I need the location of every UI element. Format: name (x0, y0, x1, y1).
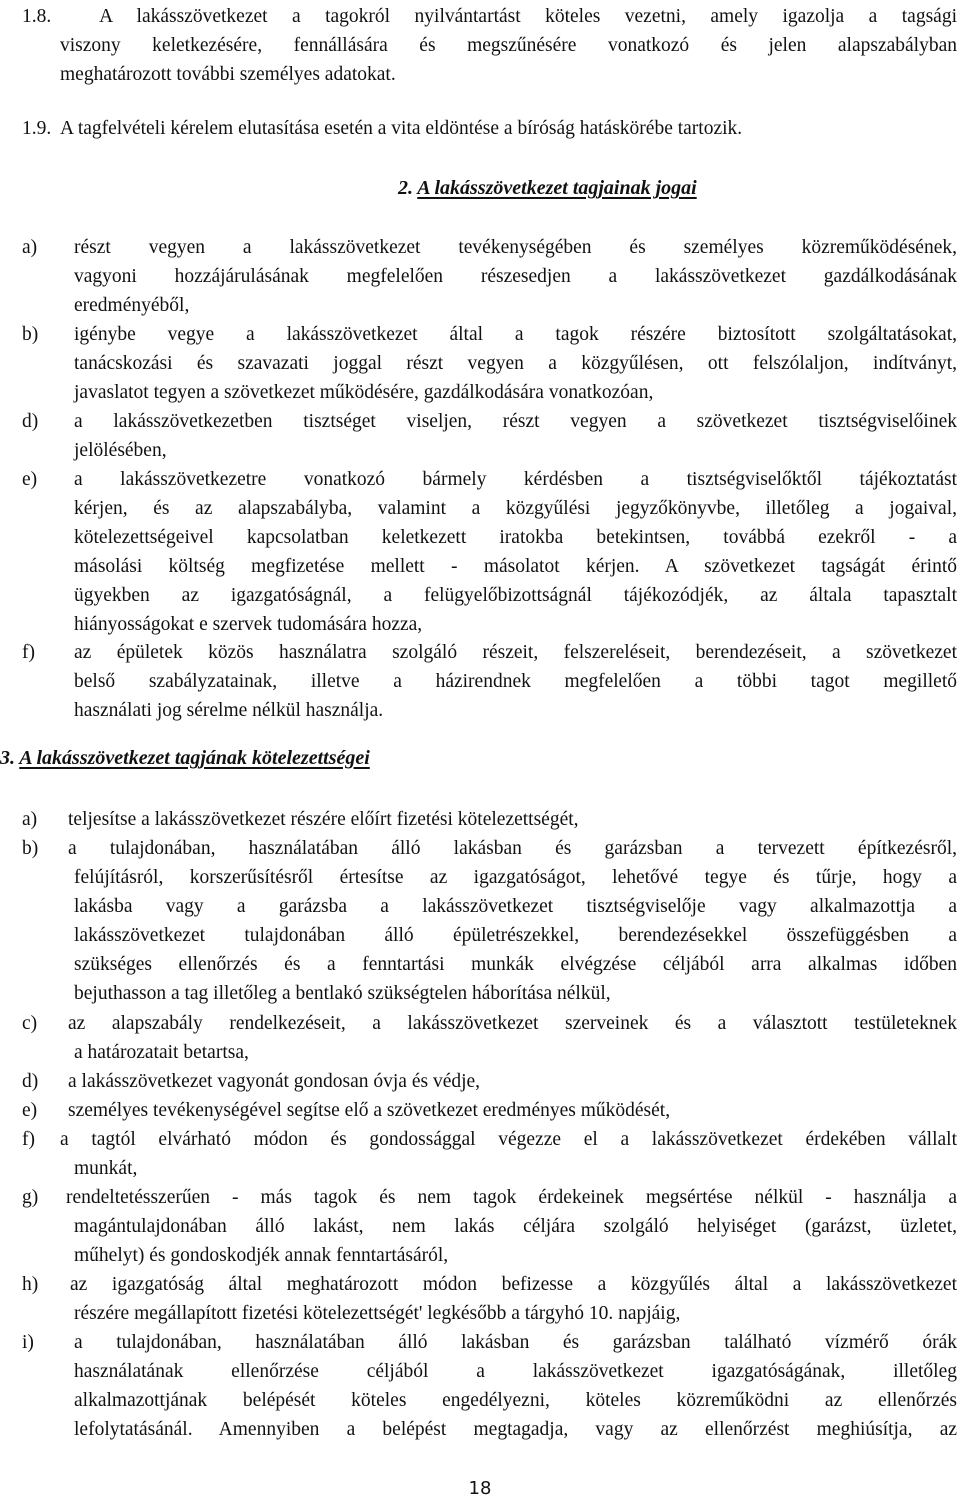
paragraph-line (22, 114, 957, 143)
item-line: magántulajdonában álló lakást, nem lakás céljára szolgáló helyiséget (garázst, üzletet, (74, 1216, 957, 1237)
item-label: g) (22, 1187, 39, 1208)
paragraph-line: meghatározott további személyes adatokat. (60, 64, 396, 85)
item-label: d) (22, 1071, 39, 1092)
list-item (22, 1067, 957, 1096)
section-3-heading (0, 747, 370, 770)
item-line: tanácskozási és szavazati joggal részt vegyen a közgyűlésen, ott felszólaljon, indítványt, (74, 353, 957, 374)
item-label: b) (22, 838, 39, 859)
list-item (22, 233, 957, 320)
item-line: teljesítse a lakásszövetkezet részére előírt fizetési kötelezettségét, (68, 809, 579, 830)
item-line: használatának ellenőrzése céljából a lakásszövetkezet igazgatóságának, illetőleg (74, 1361, 957, 1382)
list-item (22, 1009, 957, 1067)
line-text: A lakásszövetkezet a tagokról nyilvántartást köteles vezetni, amely igazolja a tagsági (99, 6, 957, 27)
item-line: a tulajdonában, használatában álló lakásban és garázsban található vízmérő órák (74, 1332, 957, 1353)
list-item (22, 320, 957, 407)
item-line: alkalmazottjának belépését köteles engedélyezni, köteles közreműködni az ellenőrzés (74, 1390, 957, 1411)
item-line: az igazgatóság által meghatározott módon befizesse a közgyűlés által a lakásszövetkezet (70, 1274, 957, 1295)
item-line: kötelezettségeivel kapcsolatban keletkezett iratokba betekintsen, továbbá ezekről - a (74, 527, 957, 548)
item-line: részt vegyen a lakásszövetkezet tevékenységében és személyes közreműködésének, (74, 237, 957, 258)
paragraph-1-8 (22, 2, 957, 89)
list-item (22, 1125, 957, 1183)
section-number: 2. (398, 177, 413, 199)
item-line: az alapszabály rendelkezéseit, a lakásszövetkezet szerveinek és a választott testületeknek (68, 1013, 957, 1034)
item-line: használati jog sérelme nélkül használja. (74, 700, 384, 721)
item-line: ügyekben az igazgatóságnál, a felügyelőbizottságnál tájékozódjék, az általa tapasztalt (74, 585, 957, 606)
item-label: h) (22, 1274, 39, 1295)
list-item (22, 834, 957, 1008)
item-line: személyes tevékenységével segítse elő a szövetkezet eredményes működését, (68, 1100, 671, 1121)
section-title: A lakásszövetkezet tagjainak jogai (417, 177, 697, 199)
item-line: a lakásszövetkezetre vonatkozó bármely kérdésben a tisztségviselőktől tájékoztatást (74, 469, 957, 490)
list-item (22, 805, 957, 834)
item-label: i) (22, 1332, 34, 1353)
item-line: eredményéből, (74, 295, 190, 316)
item-line: vagyoni hozzájárulásának megfelelően részesedjen a lakásszövetkezet gazdálkodásának (74, 266, 957, 287)
item-line: belső szabályzatainak, illetve a házirendnek megfelelően a többi tagot megillető (74, 671, 957, 692)
item-label: b) (22, 324, 39, 345)
item-label: e) (22, 469, 38, 490)
item-line: a lakásszövetkezet vagyonát gondosan óvja és védje, (68, 1071, 481, 1092)
item-line: hiányosságokat e szervek tudomására hozza, (74, 614, 423, 635)
line-text: A tagfelvételi kérelem elutasítása esetén a vita eldöntése a bíróság hatáskörébe tartozik. (59, 118, 743, 139)
paragraph-line (22, 2, 957, 31)
item-line: igénybe vegye a lakásszövetkezet által a tagok részére biztosított szolgáltatásokat, (74, 324, 957, 345)
item-line: lakásba vagy a garázsba a lakásszövetkezet tisztségviselője vagy alkalmazottja a (74, 896, 957, 917)
item-line: felújításról, korszerűsítésről értesítse az igazgatóságot, lehetővé tegye és tűrje, hogy a (74, 867, 957, 888)
item-label: e) (22, 1100, 38, 1121)
list-item (22, 407, 957, 465)
section-number: 3. (0, 747, 15, 769)
item-line: szükséges ellenőrzés és a fenntartási munkák elvégzése céljából arra alkalmas időben (74, 954, 957, 975)
list-item (22, 638, 957, 725)
item-label: f) (22, 1129, 35, 1150)
list-item (22, 1183, 957, 1270)
item-line: a tagtól elvárható módon és gondossággal végezze el a lakásszövetkezet érdekében vállalt (60, 1129, 957, 1150)
item-label: d) (22, 411, 39, 432)
item-line: bejuthasson a tag illetőleg a bentlakó szükségtelen háborítása nélkül, (74, 983, 611, 1004)
item-line: lefolytatásánál. Amennyiben a belépést megtagadja, vagy az ellenőrzést meghiúsítja, az (74, 1419, 957, 1440)
item-line: munkát, (74, 1158, 138, 1179)
item-line: másolási költség megfizetése mellett - másolatot kérjen. A szövetkezet tagságát érintő (74, 556, 957, 577)
section-number: 1.9. (22, 118, 52, 139)
item-label: a) (22, 237, 38, 258)
section-2-heading (398, 177, 697, 200)
item-line: részére megállapított fizetési kötelezettségét' legkésőbb a tárgyhó 10. napjáig, (74, 1303, 681, 1324)
item-line: a lakásszövetkezetben tisztséget viseljen, részt vegyen a szövetkezet tisztségviselőinek (74, 411, 957, 432)
item-line: a határozatait betartsa, (74, 1042, 249, 1063)
item-line: javaslatot tegyen a szövetkezet működésére, gazdálkodására vonatkozóan, (74, 382, 654, 403)
section-number: 1.8. (22, 6, 52, 27)
section-title: A lakásszövetkezet tagjának kötelezettségei (19, 747, 370, 769)
list-item (22, 465, 957, 639)
item-line: a tulajdonában, használatában álló lakásban és garázsban a tervezett építkezésről, (68, 838, 957, 859)
item-line: kérjen, és az alapszabályba, valamint a közgyűlési jegyzőkönyvbe, illetőleg a jogaival, (74, 498, 957, 519)
paragraph-1-9 (22, 114, 957, 143)
page-number: 18 (468, 1478, 492, 1499)
list-item (22, 1270, 957, 1328)
list-item (22, 1096, 957, 1125)
list-item (22, 1328, 957, 1444)
item-label: c) (22, 1013, 38, 1034)
item-line: jelölésében, (74, 440, 167, 461)
item-line: műhelyt) és gondoskodjék annak fenntartásáról, (74, 1245, 449, 1266)
item-label: a) (22, 809, 38, 830)
item-label: f) (22, 642, 35, 663)
item-line: az épületek közös használatra szolgáló részeit, felszereléseit, berendezéseit, a szövetkezet (74, 642, 957, 663)
paragraph-line: viszony keletkezésére, fennállására és megszűnésére vonatkozó és jelen alapszabályban (60, 35, 957, 56)
item-line: lakásszövetkezet tulajdonában álló épületrészekkel, berendezésekkel összefüggésben a (74, 925, 957, 946)
item-line: rendeltetésszerűen - más tagok és nem tagok érdekeinek megsértése nélkül - használja a (66, 1187, 957, 1208)
